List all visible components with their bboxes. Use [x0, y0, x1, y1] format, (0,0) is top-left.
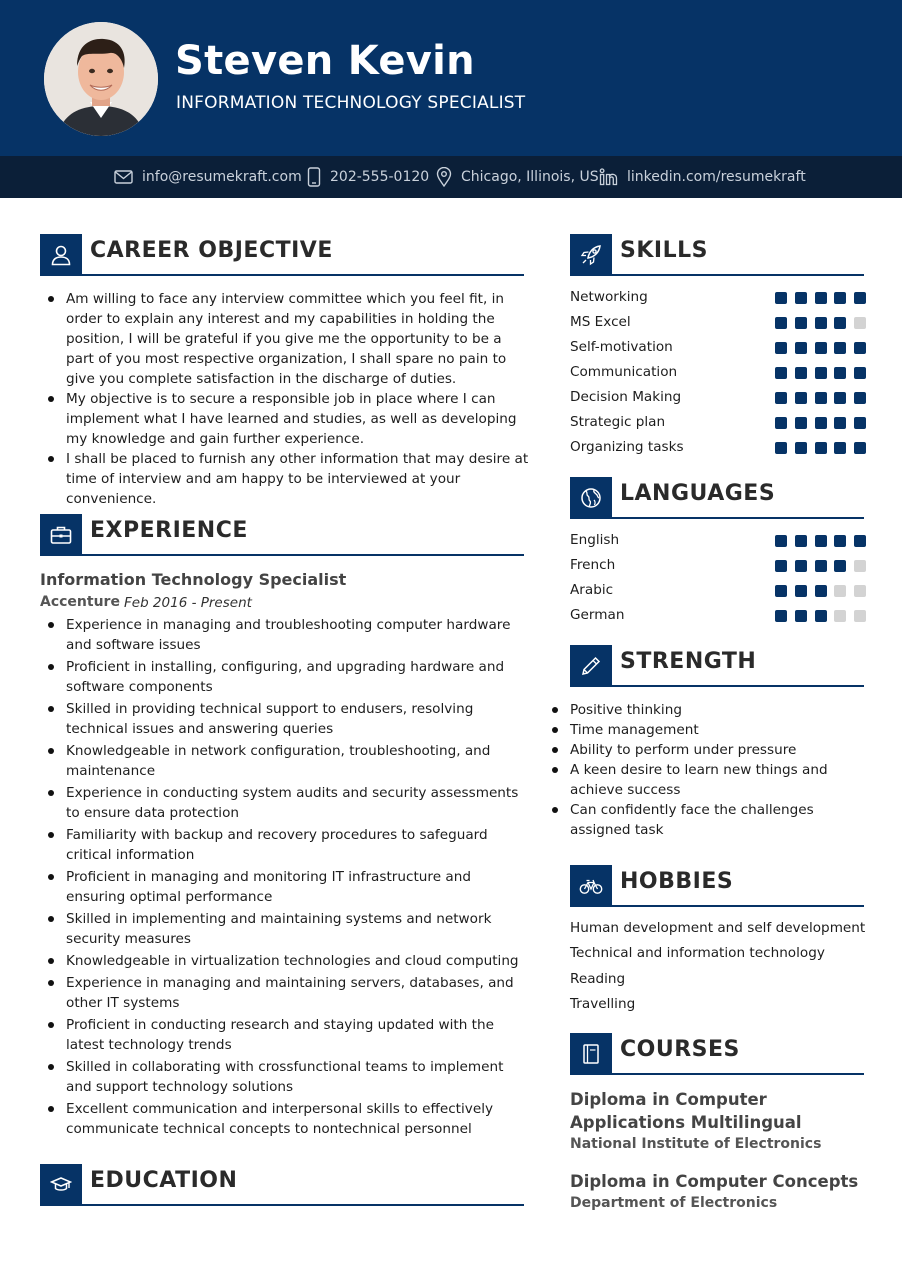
level-dot-filled: [815, 392, 827, 404]
rocket-icon: [580, 244, 602, 266]
level-dot-filled: [795, 317, 807, 329]
envelope-icon: [114, 170, 133, 184]
graduation-cap-icon-box: [40, 1164, 82, 1206]
list-item: Familiarity with backup and recovery procedures to safeguard critical information: [40, 825, 532, 865]
hobbies-title: HOBBIES: [620, 869, 734, 894]
job-dates: Feb 2016 - Present: [124, 595, 252, 611]
level-dot-filled: [775, 317, 787, 329]
languages-level-dots: [775, 535, 866, 547]
briefcase-icon-box: [40, 514, 82, 556]
level-dot-filled: [834, 342, 846, 354]
course-name: Diploma in Computer Concepts: [570, 1172, 859, 1191]
skills-level-dots: [775, 292, 866, 304]
hobbies-list: [570, 916, 866, 1017]
course-name: Diploma in Computer Applications Multilingual: [570, 1090, 802, 1132]
rocket-icon-box: [570, 234, 612, 276]
course-entry: [570, 1170, 870, 1213]
career-objective-header: [40, 234, 524, 276]
level-dot-filled: [834, 417, 846, 429]
briefcase-icon: [50, 525, 72, 545]
skills-label: Organizing tasks: [570, 439, 684, 455]
languages-list: [570, 530, 866, 630]
bicycle-icon: [579, 877, 603, 895]
level-dot-filled: [795, 535, 807, 547]
level-dot-filled: [815, 442, 827, 454]
level-dot-filled: [854, 292, 866, 304]
contact-email[interactable]: [114, 156, 302, 198]
skills-level-dots: [775, 417, 866, 429]
skills-level-dots: [775, 392, 866, 404]
level-dot-filled: [854, 367, 866, 379]
list-item: Positive thinking: [544, 700, 866, 720]
level-dot-filled: [815, 417, 827, 429]
level-dot-filled: [815, 610, 827, 622]
skills-row: [570, 387, 866, 412]
skills-list: [570, 287, 866, 462]
level-dot-filled: [815, 560, 827, 572]
languages-label: English: [570, 532, 620, 548]
email-text: info@resumekraft.com: [142, 169, 302, 185]
level-dot-filled: [775, 367, 787, 379]
globe-icon: [580, 487, 602, 509]
experience-list: [40, 615, 532, 1141]
skills-label: Communication: [570, 364, 678, 380]
candidate-title: INFORMATION TECHNOLOGY SPECIALIST: [176, 93, 526, 113]
skills-row: [570, 437, 866, 462]
languages-row: [570, 530, 866, 555]
skills-label: Self-motivation: [570, 339, 673, 355]
level-dot-filled: [775, 610, 787, 622]
contact-bar: [0, 156, 902, 198]
level-dot-filled: [775, 560, 787, 572]
location-text: Chicago, Illinois, US: [461, 169, 599, 185]
level-dot-filled: [775, 442, 787, 454]
list-item: Knowledgeable in virtualization technologies and cloud computing: [40, 951, 532, 971]
level-dot-filled: [834, 442, 846, 454]
level-dot-filled: [795, 585, 807, 597]
course-school: Department of Electronics: [570, 1195, 778, 1211]
languages-row: [570, 580, 866, 605]
job-title: Information Technology Specialist: [40, 570, 347, 589]
list-item: Technical and information technology: [570, 945, 825, 962]
level-dot-empty: [854, 560, 866, 572]
user-icon-box: [40, 234, 82, 276]
courses-title: COURSES: [620, 1037, 740, 1062]
level-dot-filled: [834, 392, 846, 404]
languages-header: [570, 477, 864, 519]
level-dot-empty: [854, 610, 866, 622]
phone-text: 202-555-0120: [330, 169, 430, 185]
skills-row: [570, 362, 866, 387]
list-item: Experience in managing and maintaining servers, databases, and other IT systems: [40, 973, 532, 1013]
linkedin-text: linkedin.com/resumekraft: [627, 169, 806, 185]
resume-header: [0, 0, 902, 156]
career-objective-title: CAREER OBJECTIVE: [90, 238, 333, 263]
languages-label: German: [570, 607, 625, 623]
level-dot-filled: [854, 442, 866, 454]
skills-level-dots: [775, 317, 866, 329]
experience-title: EXPERIENCE: [90, 518, 248, 543]
list-item: Proficient in conducting research and staying updated with the latest technology trends: [40, 1015, 532, 1055]
list-item: Proficient in installing, configuring, and upgrading hardware and software components: [40, 657, 532, 697]
bicycle-icon-box: [570, 865, 612, 907]
skills-label: MS Excel: [570, 314, 631, 330]
languages-level-dots: [775, 610, 866, 622]
languages-level-dots: [775, 585, 866, 597]
list-item: Time management: [544, 720, 866, 740]
level-dot-filled: [775, 585, 787, 597]
profile-photo: [44, 22, 158, 136]
list-item: Excellent communication and interpersonal skills to effectively communicate technical concepts to nontechnical personnel: [40, 1099, 532, 1139]
level-dot-filled: [775, 417, 787, 429]
level-dot-filled: [815, 292, 827, 304]
linkedin-icon: [599, 168, 618, 186]
phone-icon: [307, 167, 321, 187]
level-dot-filled: [834, 292, 846, 304]
pencil-icon: [580, 655, 602, 677]
level-dot-filled: [815, 342, 827, 354]
skills-row: [570, 412, 866, 437]
list-item: Skilled in implementing and maintaining systems and network security measures: [40, 909, 532, 949]
company-name: Accenture: [40, 594, 120, 610]
list-item: Travelling: [570, 995, 636, 1012]
skills-level-dots: [775, 367, 866, 379]
level-dot-filled: [834, 317, 846, 329]
level-dot-filled: [815, 585, 827, 597]
skills-row: [570, 337, 866, 362]
list-item: Experience in conducting system audits and security assessments to ensure data protection: [40, 783, 532, 823]
contact-location: [436, 156, 599, 198]
list-item: A keen desire to learn new things and achieve success: [544, 760, 866, 800]
course-entry: [570, 1088, 870, 1154]
hobbies-header: [570, 865, 864, 907]
list-item: Knowledgeable in network configuration, troubleshooting, and maintenance: [40, 741, 532, 781]
skills-title: SKILLS: [620, 238, 708, 263]
skills-label: Networking: [570, 289, 648, 305]
courses-header: [570, 1033, 864, 1075]
list-item: Am willing to face any interview committee which you feel fit, in order to explain any interest and my capabilities in holding the position, I will be grateful if you give me the opportunity to be a part of you most respective organization, I shall spare no pain to give you complete satisfaction in the discharge of duties.: [40, 289, 530, 389]
skills-level-dots: [775, 442, 866, 454]
list-item: My objective is to secure a responsible job in place where I can implement what I have learned and studies, as well as developing my knowledge and gain further experience.: [40, 389, 530, 449]
languages-label: French: [570, 557, 616, 573]
level-dot-empty: [854, 317, 866, 329]
strength-title: STRENGTH: [620, 649, 757, 674]
level-dot-filled: [775, 535, 787, 547]
level-dot-filled: [795, 367, 807, 379]
languages-row: [570, 605, 866, 630]
level-dot-filled: [854, 392, 866, 404]
level-dot-empty: [834, 585, 846, 597]
level-dot-empty: [854, 585, 866, 597]
skills-label: Decision Making: [570, 389, 682, 405]
contact-phone[interactable]: [307, 156, 429, 198]
level-dot-filled: [775, 342, 787, 354]
graduation-cap-icon: [50, 1176, 72, 1194]
strength-header: [570, 645, 864, 687]
list-item: Experience in managing and troubleshooting computer hardware and software issues: [40, 615, 532, 655]
level-dot-filled: [775, 292, 787, 304]
list-item: I shall be placed to furnish any other information that may desire at time of interview and am happy to be interviewed at your convenience.: [40, 449, 530, 509]
list-item: Skilled in collaborating with crossfunctional teams to implement and support technology solutions: [40, 1057, 532, 1097]
languages-label: Arabic: [570, 582, 614, 598]
skills-row: [570, 312, 866, 337]
level-dot-filled: [834, 560, 846, 572]
strength-list: [544, 700, 866, 840]
user-icon: [50, 244, 72, 266]
education-header: [40, 1164, 524, 1206]
list-item: Proficient in managing and monitoring IT infrastructure and ensuring optimal performance: [40, 867, 532, 907]
level-dot-filled: [854, 417, 866, 429]
book-icon: [581, 1043, 601, 1065]
languages-row: [570, 555, 866, 580]
skills-header: [570, 234, 864, 276]
languages-title: LANGUAGES: [620, 481, 776, 506]
list-item: Can confidently face the challenges assigned task: [544, 800, 866, 840]
level-dot-filled: [795, 342, 807, 354]
level-dot-empty: [834, 610, 846, 622]
contact-linkedin[interactable]: [599, 156, 806, 198]
course-school: National Institute of Electronics: [570, 1136, 822, 1152]
level-dot-filled: [795, 292, 807, 304]
profile-photo-image: [44, 22, 158, 136]
education-title: EDUCATION: [90, 1168, 238, 1193]
level-dot-filled: [775, 392, 787, 404]
level-dot-filled: [795, 610, 807, 622]
globe-icon-box: [570, 477, 612, 519]
level-dot-filled: [795, 560, 807, 572]
map-pin-icon: [436, 167, 452, 187]
list-item: Reading: [570, 970, 626, 987]
languages-level-dots: [775, 560, 866, 572]
career-objective-list: [40, 289, 530, 509]
skills-label: Strategic plan: [570, 414, 666, 430]
level-dot-filled: [834, 367, 846, 379]
list-item: Skilled in providing technical support to endusers, resolving technical issues and answering queries: [40, 699, 532, 739]
book-icon-box: [570, 1033, 612, 1075]
level-dot-filled: [795, 417, 807, 429]
level-dot-filled: [854, 535, 866, 547]
skills-level-dots: [775, 342, 866, 354]
level-dot-filled: [795, 442, 807, 454]
experience-header: [40, 514, 524, 556]
level-dot-filled: [815, 367, 827, 379]
list-item: Human development and self development: [570, 920, 866, 936]
level-dot-filled: [815, 317, 827, 329]
level-dot-filled: [815, 535, 827, 547]
level-dot-filled: [834, 535, 846, 547]
skills-row: [570, 287, 866, 312]
pencil-icon-box: [570, 645, 612, 687]
candidate-name: Steven Kevin: [175, 38, 475, 84]
level-dot-filled: [795, 392, 807, 404]
list-item: Ability to perform under pressure: [544, 740, 866, 760]
level-dot-filled: [854, 342, 866, 354]
